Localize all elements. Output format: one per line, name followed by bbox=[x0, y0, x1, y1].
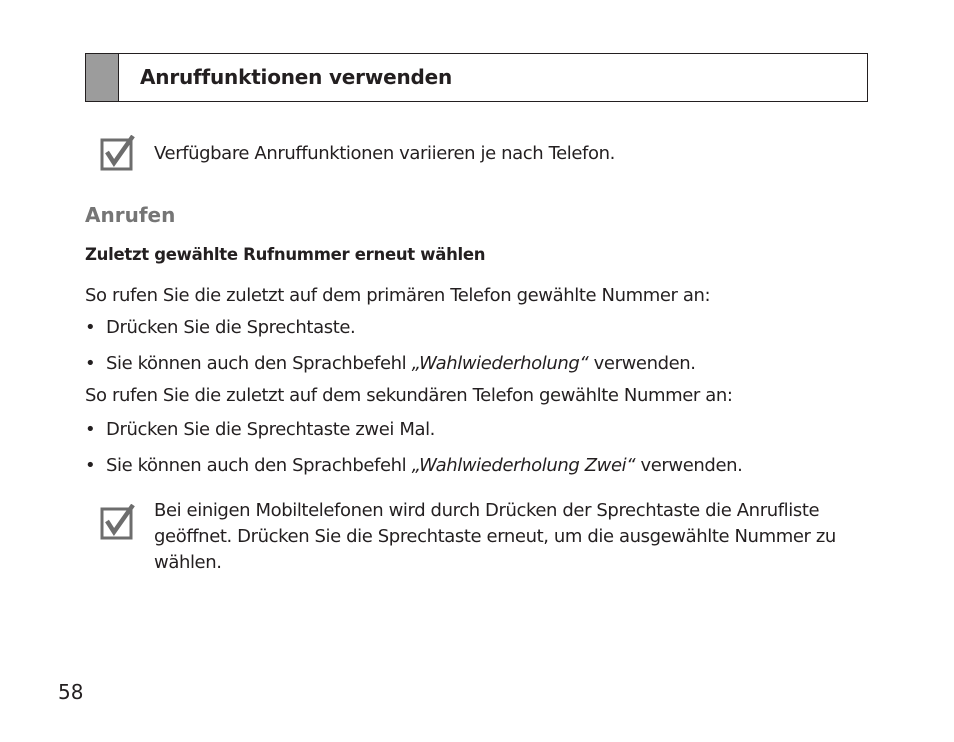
list-item: Drücken Sie die Sprechtaste zwei Mal. bbox=[106, 419, 436, 440]
intro-primary: So rufen Sie die zuletzt auf dem primären Telefon gewählte Nummer an: bbox=[85, 285, 711, 306]
list-item bbox=[106, 351, 696, 377]
checkbox-note-icon bbox=[100, 504, 136, 540]
bullet-marker: • bbox=[85, 317, 96, 338]
section-title: Anrufen bbox=[85, 203, 176, 227]
bullet-marker: • bbox=[85, 419, 96, 440]
list-item: Drücken Sie die Sprechtaste. bbox=[106, 317, 356, 338]
list-item-text: verwenden. bbox=[635, 455, 743, 476]
section-header bbox=[85, 53, 868, 102]
list-item-text: Sie können auch den Sprachbefehl bbox=[106, 455, 412, 476]
bullet-marker: • bbox=[85, 353, 96, 374]
note-text: Bei einigen Mobiltelefonen wird durch Drücken der Sprechtaste die Anrufliste geöffnet. Drücken Sie die Sprechtaste erneut, um die ausgewählte Nummer zu wählen. bbox=[154, 500, 836, 573]
subsection-title: Zuletzt gewählte Rufnummer erneut wählen bbox=[85, 245, 486, 264]
voice-command: „Wahlwiederholung Zwei“ bbox=[411, 455, 636, 476]
voice-command: „Wahlwiederholung“ bbox=[411, 353, 589, 374]
checkbox-note-icon bbox=[100, 135, 136, 171]
list-item-text: Sie können auch den Sprachbefehl bbox=[106, 353, 412, 374]
header-title: Anruffunktionen verwenden bbox=[140, 65, 453, 89]
header-tab-marker bbox=[86, 54, 119, 101]
note-text: Verfügbare Anruffunktionen variieren je nach Telefon. bbox=[154, 143, 615, 164]
bullet-marker: • bbox=[85, 455, 96, 476]
intro-secondary: So rufen Sie die zuletzt auf dem sekundären Telefon gewählte Nummer an: bbox=[85, 385, 733, 406]
list-item-text: verwenden. bbox=[588, 353, 696, 374]
list-item bbox=[106, 453, 742, 479]
page-number: 58 bbox=[58, 680, 84, 704]
